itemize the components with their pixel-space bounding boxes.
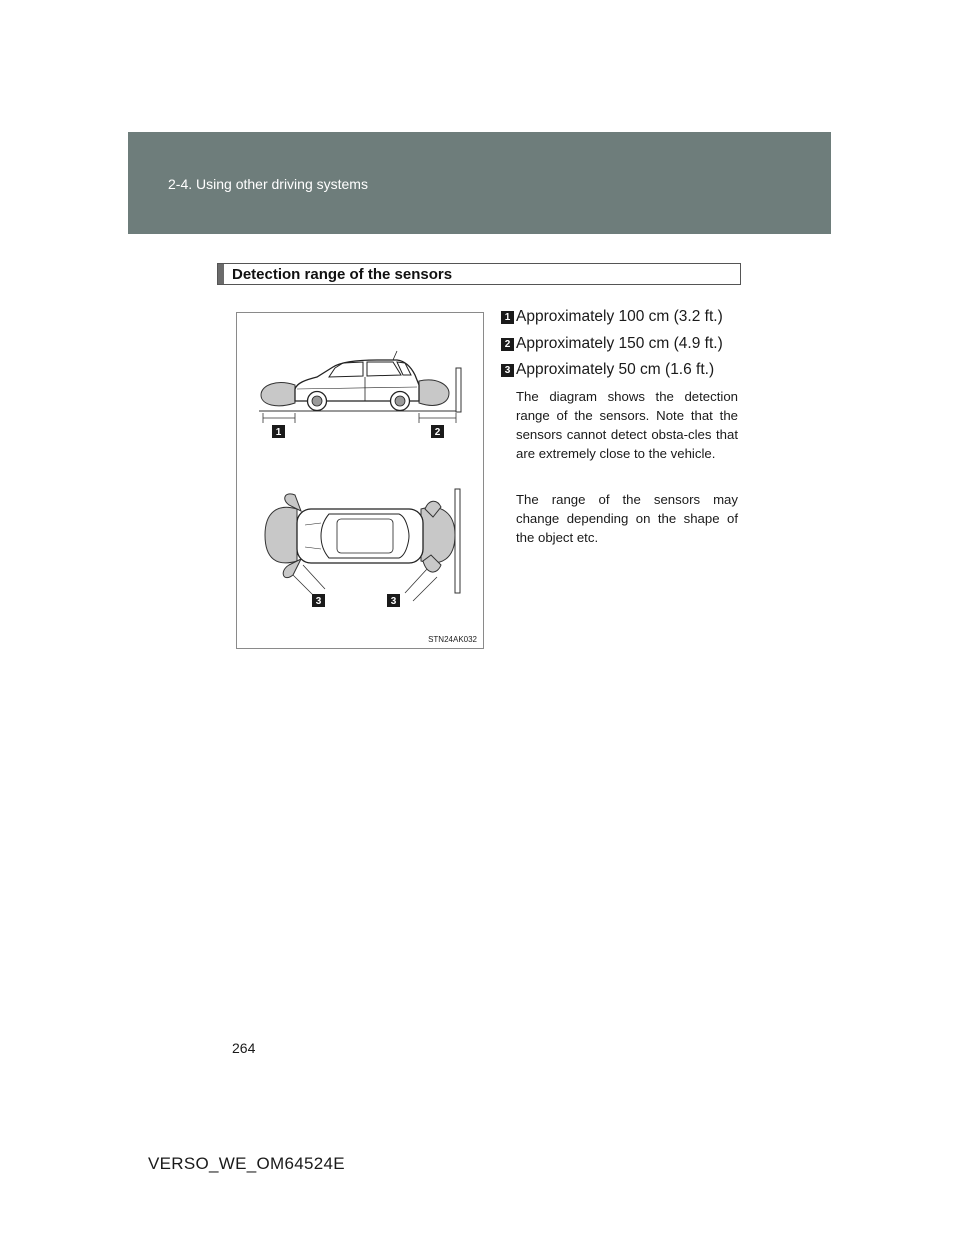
diagram-illustration — [237, 313, 485, 650]
subsection-heading — [217, 263, 741, 285]
front-range-lobe-side — [261, 383, 295, 406]
rear-range-lobe-top — [421, 507, 455, 563]
list-item — [501, 335, 751, 361]
note-paragraph: The range of the sensors may change depending on the shape of the object etc. — [516, 492, 738, 545]
side-wall — [456, 368, 461, 412]
list-item — [501, 308, 751, 334]
list-item — [501, 361, 751, 387]
heading-title: Detection range of the sensors — [232, 266, 453, 283]
item-number-badge: 2 — [501, 338, 514, 351]
header-band — [128, 132, 831, 234]
figure-code: STN24AK032 — [428, 635, 477, 644]
item-number-badge: 1 — [501, 311, 514, 324]
svg-text:3: 3 — [390, 596, 397, 607]
range-list — [501, 308, 751, 388]
svg-text:3: 3 — [315, 596, 322, 607]
svg-text:2: 2 — [434, 427, 441, 438]
description-paragraph: The diagram shows the detection range of the sensors. Note that the sensors cannot detect obsta-cles that are extremely close to the vehicle. — [516, 389, 738, 461]
footer-code: VERSO_WE_OM64524E — [148, 1154, 345, 1173]
item-text: Approximately 150 cm (4.9 ft.) — [516, 334, 723, 352]
svg-text:1: 1 — [275, 427, 282, 438]
item-number-badge: 3 — [501, 364, 514, 377]
sensor-range-diagram — [236, 312, 484, 649]
rear-range-lobe-side — [419, 380, 449, 405]
car-top-body — [297, 509, 423, 563]
section-title: 2-4. Using other driving systems — [168, 176, 368, 192]
item-text: Approximately 50 cm (1.6 ft.) — [516, 361, 715, 378]
heading-accent-bar — [218, 264, 224, 284]
top-wall — [455, 489, 460, 593]
front-range-lobe-top — [265, 507, 297, 563]
page-number: 264 — [232, 1040, 256, 1056]
item-text: Approximately 100 cm (3.2 ft.) — [516, 308, 723, 325]
